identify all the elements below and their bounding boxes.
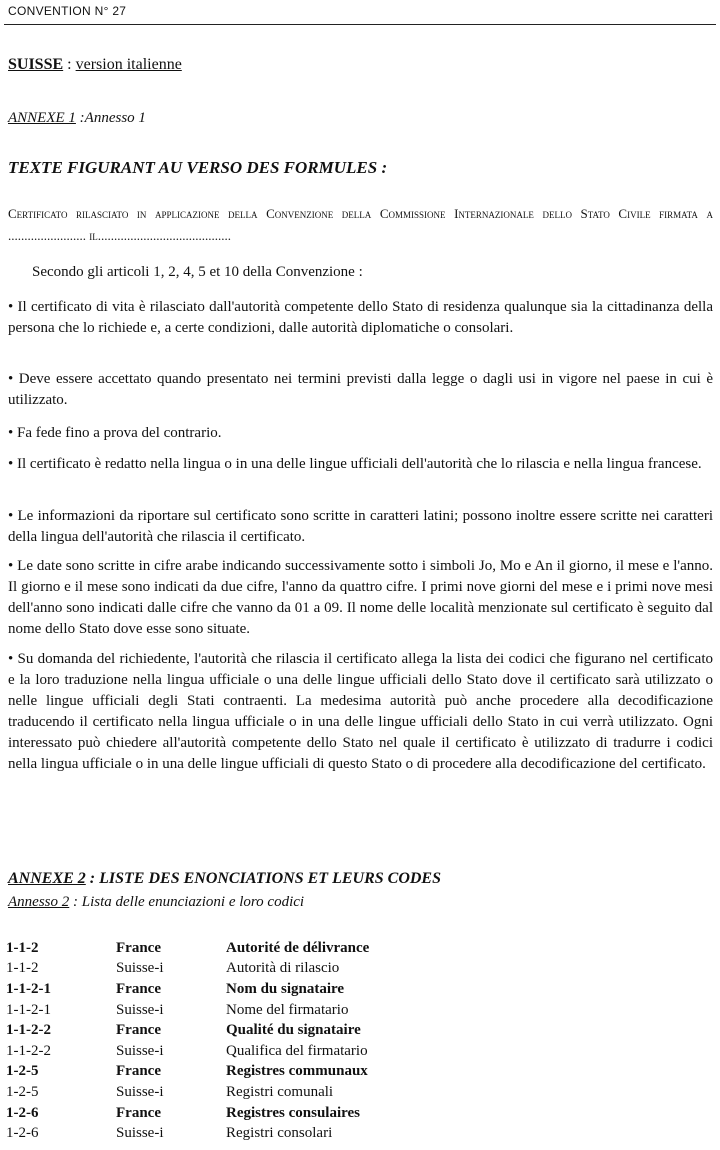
country-cell: France bbox=[116, 1063, 161, 1080]
paragraph-1: • Il certificato di vita è rilasciato dall'autorità competente dello Stato di residenza qualunque sia la cittadinanza della persona che lo richiede e, a certe condizioni, dalle autorità diplomatiche o consolari. bbox=[8, 299, 713, 336]
country-cell: Suisse-i bbox=[116, 1083, 164, 1100]
label-cell: Registri consolari bbox=[226, 1125, 333, 1142]
code-cell: 1-2-6 bbox=[6, 1104, 39, 1121]
table-row bbox=[6, 1000, 369, 1021]
table-row bbox=[6, 1020, 369, 1041]
table-row bbox=[6, 1041, 369, 1062]
code-cell: 1-2-5 bbox=[6, 1063, 39, 1080]
certificate-heading: Certificato rilasciato in applicazione della Convenzione della Commissione Internazionale dello Stato Civile firmata a ........................ il......................................... bbox=[8, 206, 713, 243]
annex2-heading bbox=[8, 870, 441, 888]
paragraph-4: • Il certificato è redatto nella lingua o in una delle lingue ufficiali dell'autorità che lo rilascia e nella lingua francese. bbox=[8, 456, 702, 472]
annex1-label: ANNEXE 1 bbox=[8, 110, 76, 126]
codes-table bbox=[6, 938, 369, 1144]
label-cell: Autorità di rilascio bbox=[226, 960, 340, 977]
label-cell: Autorité de délivrance bbox=[226, 939, 370, 956]
code-cell: 1-2-5 bbox=[6, 1083, 39, 1100]
texte-title: TEXTE FIGURANT AU VERSO DES FORMULES : bbox=[8, 158, 388, 177]
label-cell: Nome del firmatario bbox=[226, 1001, 349, 1018]
document-header: CONVENTION N° 27 bbox=[8, 4, 127, 18]
annex2-rest: : LISTE DES ENONCIATIONS ET LEURS CODES bbox=[85, 870, 441, 887]
paragraph-2: • Deve essere accettato quando presentato nei termini previsti dalla legge o dagli usi in vigore nel paese in cui è utilizzato. bbox=[8, 371, 713, 408]
country-line bbox=[8, 56, 182, 74]
table-row bbox=[6, 1062, 369, 1083]
paragraph-7: • Su domanda del richiedente, l'autorità che rilascia il certificato allega la lista dei codici che figurano nel certificato e la loro traduzione nella lingua ufficiale o una delle lingue ufficiali dello Stato dove il certificato sarà utilizzato o nelle lingue ufficiali degli Stati contraenti. La medesima autorità può anche procedere alla decodificazione traducendo il certificato nella lingua ufficiale o in una delle lingue ufficiali dello Stato in cui verrà utilizzato. Ogni interessato può chiedere all'autorità competente dello Stato nel quale il certificato è utilizzato di tradurre i codici nella lingua ufficiale o in una delle lingue ufficiali di questo Stato o di procedere alla decodificazione del certificato. bbox=[8, 651, 713, 772]
annex1-rest: :Annesso 1 bbox=[75, 110, 146, 126]
code-cell: 1-1-2 bbox=[6, 939, 39, 956]
annesso2-rest: : Lista delle enunciazioni e loro codici bbox=[69, 894, 305, 910]
paragraph-6: • Le date sono scritte in cifre arabe indicando successivamente sotto i simboli Jo, Mo e An il giorno, il mese e l'anno. Il giorno e il mese sono indicati da due cifre, l'anno da quattro cifre. I primi nove giorni del mese e i primi nove mesi dell'anno sono indicati dalle cifre che vanno da 01 a 09. Il nome delle località menzionate sul certificato è seguito dal nome dello Stato dove esse sono situate. bbox=[8, 558, 713, 637]
table-row bbox=[6, 938, 369, 959]
version-label: version italienne bbox=[75, 56, 182, 73]
country-cell: France bbox=[116, 939, 161, 956]
code-cell: 1-1-2-1 bbox=[6, 980, 51, 997]
country-cell: Suisse-i bbox=[116, 1001, 164, 1018]
paragraph-3: • Fa fede fino a prova del contrario. bbox=[8, 425, 222, 441]
annesso2-heading bbox=[8, 894, 304, 911]
code-cell: 1-2-6 bbox=[6, 1125, 39, 1142]
country-cell: France bbox=[116, 1104, 161, 1121]
country-separator: : bbox=[63, 56, 76, 73]
paragraph-5: • Le informazioni da riportare sul certificato sono scritte in caratteri latini; possono inoltre essere scritte nei caratteri della lingua dell'autorità che rilascia il certificato. bbox=[8, 508, 713, 545]
country-cell: France bbox=[116, 1022, 161, 1039]
label-cell: Qualité du signataire bbox=[226, 1022, 361, 1039]
annex1-heading bbox=[8, 110, 146, 127]
label-cell: Qualifica del firmatario bbox=[226, 1042, 368, 1059]
annesso2-label: Annesso 2 bbox=[8, 894, 70, 910]
code-cell: 1-1-2-1 bbox=[6, 1001, 51, 1018]
table-row bbox=[6, 1082, 369, 1103]
country-name: SUISSE bbox=[8, 56, 64, 73]
articles-intro: Secondo gli articoli 1, 2, 4, 5 et 10 della Convenzione : bbox=[32, 264, 363, 280]
table-row bbox=[6, 1103, 369, 1124]
label-cell: Registri comunali bbox=[226, 1083, 334, 1100]
header-divider bbox=[4, 24, 716, 25]
code-cell: 1-1-2 bbox=[6, 960, 39, 977]
code-cell: 1-1-2-2 bbox=[6, 1042, 51, 1059]
country-cell: Suisse-i bbox=[116, 1125, 164, 1142]
code-cell: 1-1-2-2 bbox=[6, 1022, 51, 1039]
label-cell: Registres consulaires bbox=[226, 1104, 361, 1121]
label-cell: Registres communaux bbox=[226, 1063, 368, 1080]
country-cell: France bbox=[116, 980, 161, 997]
table-row bbox=[6, 979, 369, 1000]
country-cell: Suisse-i bbox=[116, 960, 164, 977]
table-row bbox=[6, 959, 369, 980]
table-row bbox=[6, 1123, 369, 1144]
label-cell: Nom du signataire bbox=[226, 980, 345, 997]
annex2-label: ANNEXE 2 bbox=[8, 870, 86, 887]
country-cell: Suisse-i bbox=[116, 1042, 164, 1059]
